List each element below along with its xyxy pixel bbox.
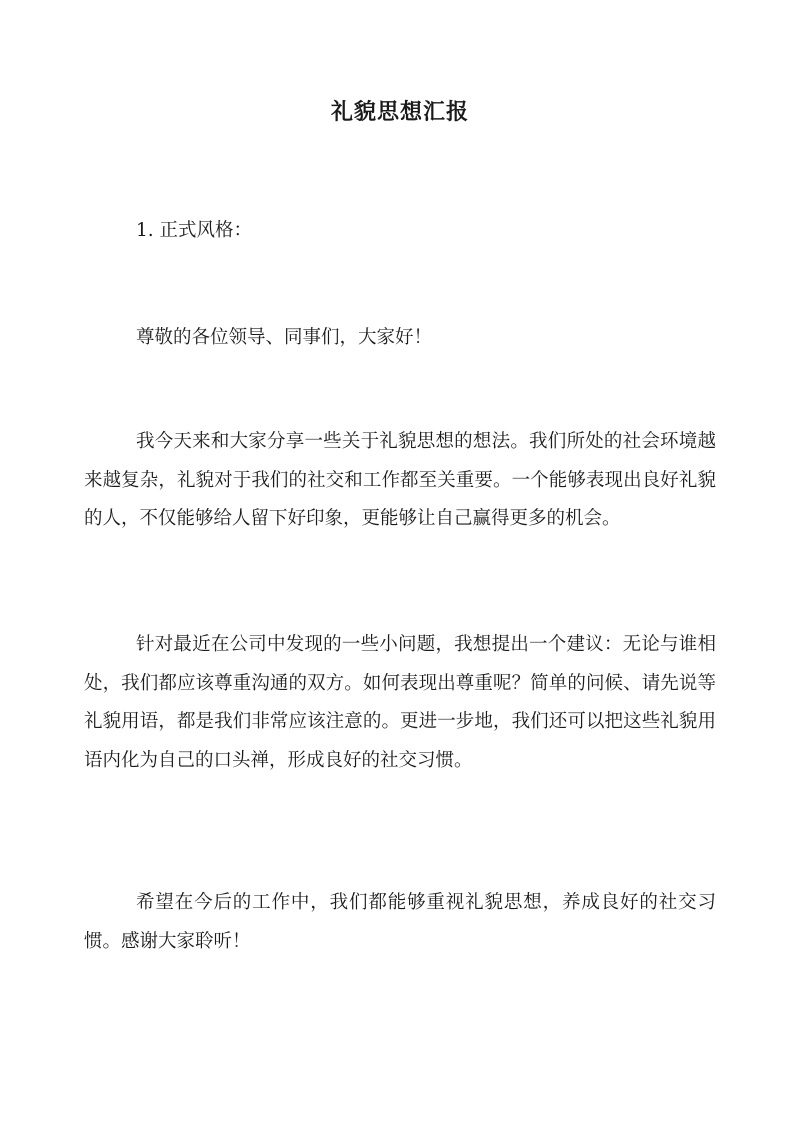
section-heading: 1. 正式风格：: [136, 220, 253, 241]
greeting-line: 尊敬的各位领导、同事们，大家好！: [136, 327, 433, 348]
document-title: 礼貌思想汇报: [330, 99, 469, 125]
body-paragraph: 我今天来和大家分享一些关于礼貌思想的想法。我们所处的社会环境越来越复杂，礼貌对于我们的社交和工作都至关重要。一个能够表现出良好礼貌的人，不仅能够给人留下好印象，更能够让自己赢得更多的机会。: [84, 431, 716, 529]
body-paragraph: 希望在今后的工作中，我们都能够重视礼貌思想，养成良好的社交习惯。感谢大家聆听！: [84, 892, 716, 952]
body-paragraph: 针对最近在公司中发现的一些小问题，我想提出一个建议：无论与谁相处，我们都应该尊重沟通的双方。如何表现出尊重呢？简单的问候、请先说等礼貌用语，都是我们非常应该注意的。更进一步地，我们还可以把这些礼貌用语内化为自己的口头禅，形成良好的社交习惯。: [84, 634, 716, 771]
